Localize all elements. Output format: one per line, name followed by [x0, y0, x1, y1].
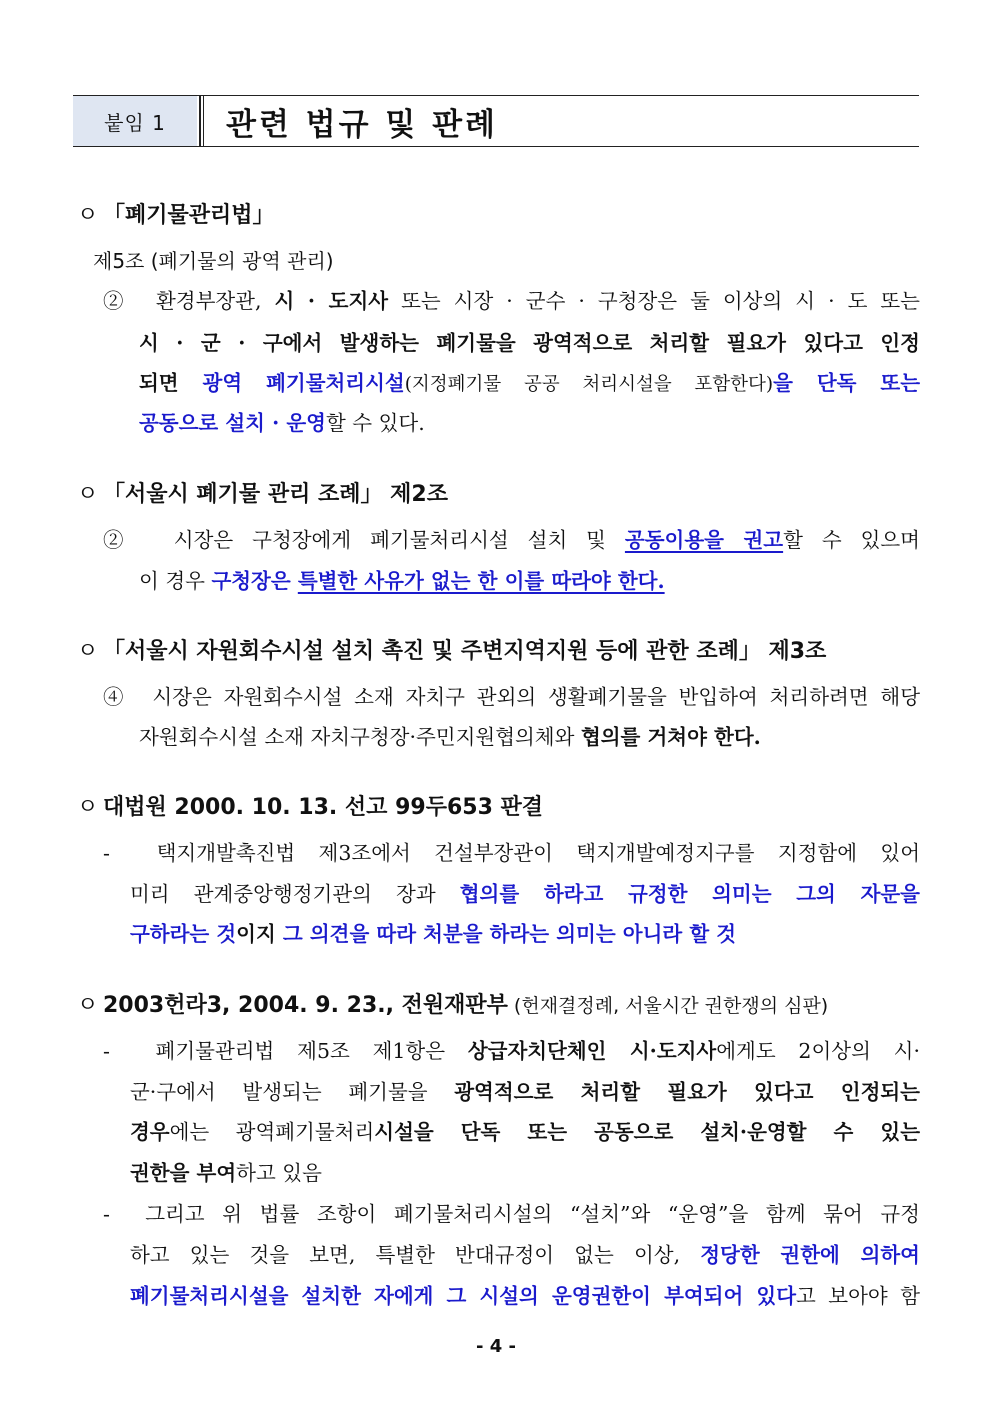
- section-2-heading: ㅇ 「서울시 폐기물 관리 조례」 제2조: [77, 477, 448, 508]
- section-5-para-2-line-2: 하고 있는 것을 보면, 특별한 반대규정이 없는 이상, 정당한 권한에 의하여: [130, 1243, 920, 1267]
- circle-bullet: ㅇ: [77, 203, 99, 228]
- circle-bullet: ㅇ: [77, 795, 99, 820]
- circle-bullet: ㅇ: [77, 639, 99, 664]
- attachment-header: [73, 95, 919, 147]
- circle-bullet: ㅇ: [77, 993, 99, 1018]
- section-5-para-2-line-1: - 그리고 위 법률 조항이 폐기물처리시설의 “설치”와 “운영”을 함께 묶어 규정: [103, 1202, 920, 1226]
- section-3-heading: ㅇ 「서울시 자원회수시설 설치 촉진 및 주변지역지원 등에 관한 조례」 제3조: [77, 634, 826, 665]
- section-4-line-1: - 택지개발촉진법 제3조에서 건설부장관이 택지개발예정지구를 지정함에 있어: [103, 841, 920, 865]
- section-2-line-2: 이 경우 구청장은 특별한 사유가 없는 한 이를 따라야 한다.: [139, 569, 665, 593]
- header-divider: [199, 96, 201, 146]
- section-2-line-1: ② 시장은 구청장에게 폐기물처리시설 설치 및 공동이용을 권고할 수 있으며: [103, 528, 920, 552]
- section-1-article: 제5조 (폐기물의 광역 관리): [93, 249, 334, 273]
- page-number: - 4 -: [476, 1336, 516, 1357]
- attachment-tag: 붙임 1: [73, 96, 197, 146]
- section-1-line-2: 시 · 군 · 구에서 발생하는 폐기물을 광역적으로 처리할 필요가 있다고 인정: [139, 331, 920, 355]
- section-4-line-2: 미리 관계중앙행정기관의 장과 협의를 하라고 규정한 의미는 그의 자문을: [130, 882, 920, 906]
- section-3-line-1: ④ 시장은 자원회수시설 소재 자치구 관외의 생활폐기물을 반입하여 처리하려면 해당: [103, 685, 920, 709]
- section-1-line-4: 공동으로 설치 · 운영할 수 있다.: [139, 411, 425, 435]
- section-3-line-2: 자원회수시설 소재 자치구청장·주민지원협의체와 협의를 거쳐야 한다.: [139, 725, 761, 749]
- section-5-para-1-line-1: - 폐기물관리법 제5조 제1항은 상급자치단체인 시·도지사에게도 2이상의 시·: [103, 1039, 921, 1063]
- section-1-line-3: 되면 광역 폐기물처리시설(지정폐기물 공공 처리시설을 포함한다)을 단독 또는: [139, 371, 921, 395]
- section-5-para-1-line-2: 군·구에서 발생되는 폐기물을 광역적으로 처리할 필요가 있다고 인정되는: [130, 1080, 920, 1104]
- section-4-line-3: 구하라는 것이지 그 의견을 따라 처분을 하라는 의미는 아니라 할 것: [130, 922, 737, 946]
- section-5-para-1-line-3: 경우에는 광역폐기물처리시설을 단독 또는 공동으로 설치·운영할 수 있는: [130, 1120, 921, 1144]
- section-1-line-1: ② 환경부장관, 시 · 도지사 또는 시장 · 군수 · 구청장은 둘 이상의 시 · 도 또는: [103, 289, 920, 313]
- section-1-heading: ㅇ 「폐기물관리법」: [77, 198, 275, 229]
- section-5-heading: ㅇ 2003헌라3, 2004. 9. 23., 전원재판부 (헌재결정례, 서울시간 권한쟁의 심판): [77, 988, 828, 1019]
- section-5-para-2-line-3: 폐기물처리시설을 설치한 자에게 그 시설의 운영권한이 부여되어 있다고 보아야 함: [130, 1284, 920, 1308]
- circle-bullet: ㅇ: [77, 482, 99, 507]
- section-5-para-1-line-4: 권한을 부여하고 있음: [130, 1161, 322, 1185]
- page-title: 관련 법규 및 판례: [226, 106, 498, 143]
- section-4-heading: ㅇ 대법원 2000. 10. 13. 선고 99두653 판결: [77, 790, 543, 821]
